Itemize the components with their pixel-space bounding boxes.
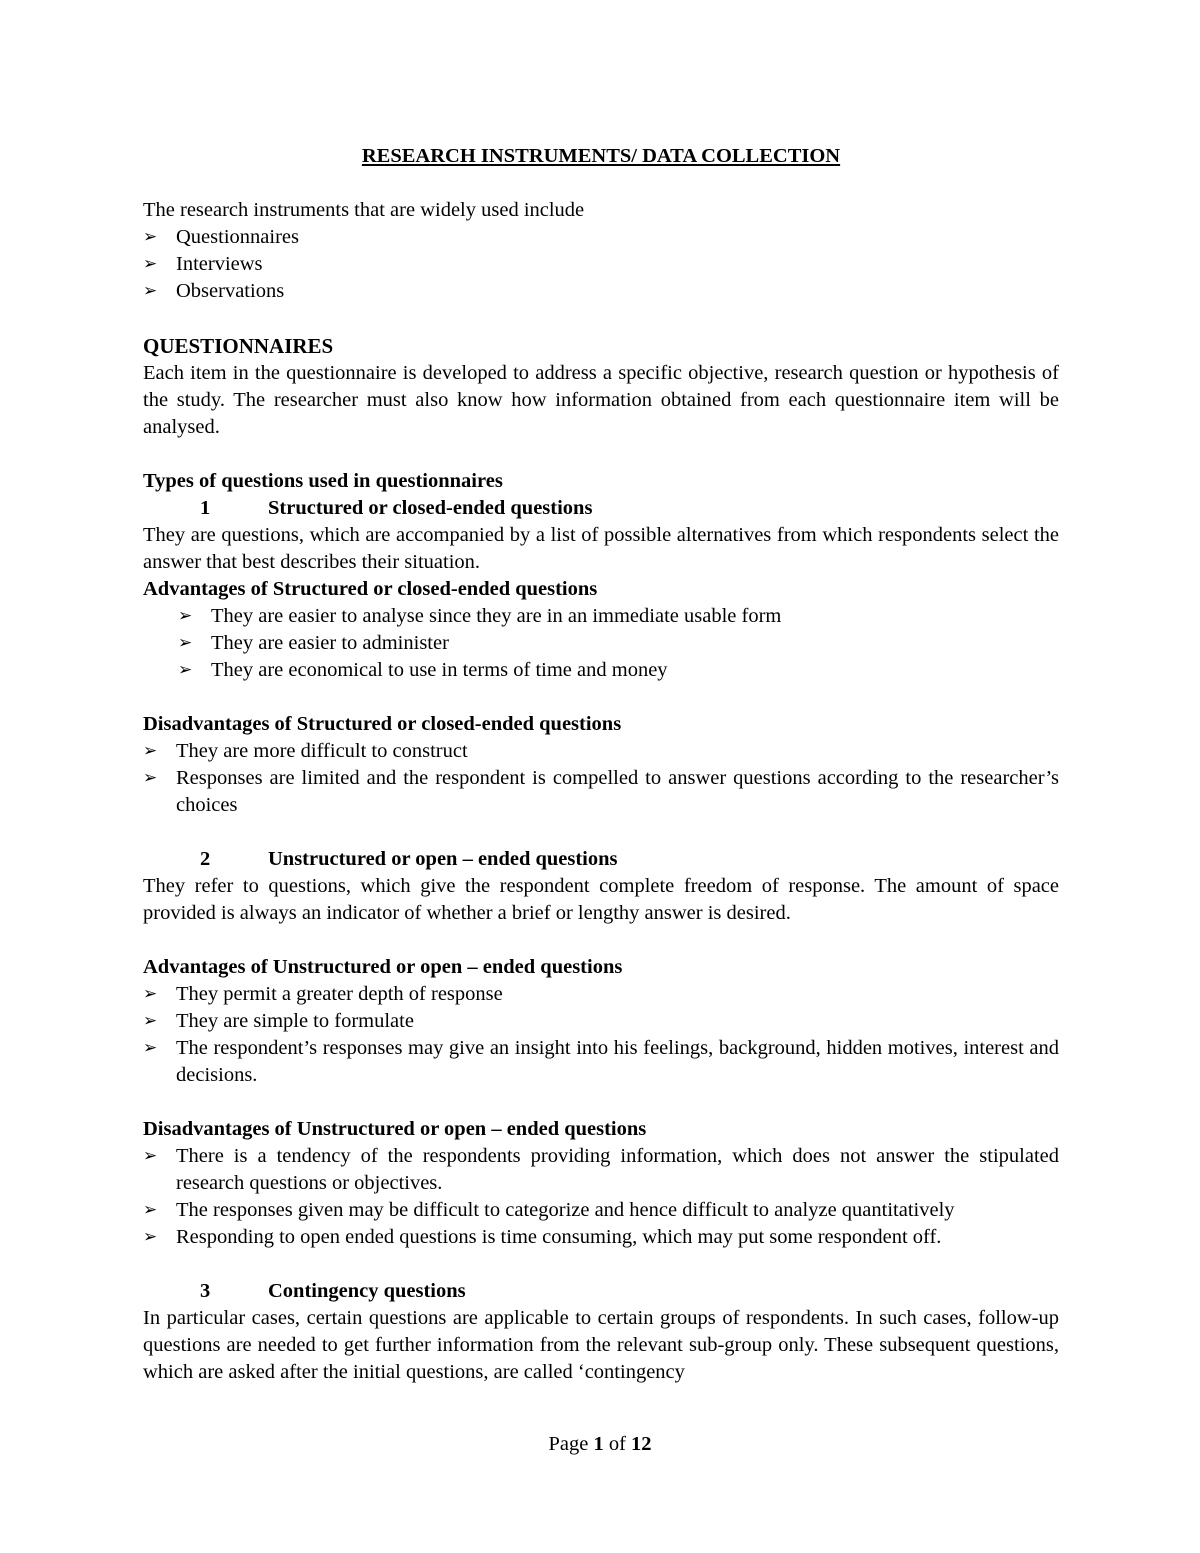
list-item: ➢ The respondent’s responses may give an insight into his feelings, background, hidden motives, interest and decisions. (143, 1037, 1059, 1086)
page-content (143, 143, 1059, 1386)
list-item: ➢ They are economical to use in terms of time and money (143, 657, 1059, 684)
of-label: of (608, 1433, 626, 1455)
unstructured-advantages-list (143, 981, 1059, 1089)
list-item: ➢ They are more difficult to construct (143, 738, 1059, 765)
contingency-paragraph: In particular cases, certain questions are applicable to certain groups of respondents. In such cases, follow-up questions are needed to get further information from the relevant sub-group only. These subsequent questions, which are asked after the initial questions, are called ‘contingency (143, 1307, 1059, 1383)
structured-advantages-heading: Advantages of Structured or closed-ended questions (143, 578, 598, 600)
list-item: ➢ They permit a greater depth of response (143, 981, 1059, 1008)
unstructured-advantages-heading: Advantages of Unstructured or open – ended questions (143, 956, 623, 978)
structured-advantages-list (143, 603, 1059, 684)
structured-disadvantages-heading: Disadvantages of Structured or closed-ended questions (143, 713, 622, 735)
arrowhead-bullet-icon: ➢ (143, 1200, 158, 1220)
list-item: ➢ Responses are limited and the respondent is compelled to answer questions according to the researcher’s choices (143, 767, 1059, 816)
arrowhead-bullet-icon: ➢ (143, 1038, 158, 1058)
total-pages-number: 12 (631, 1433, 652, 1455)
list-item: ➢ They are easier to administer (143, 630, 1059, 657)
list-item: ➢ They are simple to formulate (143, 1008, 1059, 1035)
list-item: ➢ There is a tendency of the respondents providing information, which does not answer the stipulated research questions or objectives. (143, 1145, 1059, 1194)
list-item: ➢ Responding to open ended questions is time consuming, which may put some respondent off. (143, 1224, 1059, 1251)
arrowhead-bullet-icon: ➢ (143, 254, 158, 274)
unstructured-heading: 2 Unstructured or open – ended questions (143, 846, 1059, 873)
arrowhead-bullet-icon: ➢ (143, 227, 158, 247)
instrument-list (143, 224, 1059, 305)
structured-paragraph: They are questions, which are accompanied by a list of possible alternatives from which respondents select the answer that best describes their situation. (143, 524, 1059, 573)
questionnaires-paragraph: Each item in the questionnaire is developed to address a specific objective, research question or hypothesis of the study. The researcher must also know how information obtained from each questionnaire item will be analysed. (143, 362, 1059, 438)
arrowhead-bullet-icon: ➢ (143, 768, 158, 788)
list-item: ➢ Interviews (143, 251, 1059, 278)
list-item: ➢ Questionnaires (143, 224, 1059, 251)
arrowhead-bullet-icon: ➢ (178, 633, 193, 653)
contingency-heading: 3 Contingency questions (143, 1278, 1059, 1305)
intro-text: The research instruments that are widely used include (143, 199, 585, 221)
current-page-number: 1 (593, 1433, 604, 1455)
page-footer (0, 1431, 1200, 1458)
arrowhead-bullet-icon: ➢ (143, 741, 158, 761)
arrowhead-bullet-icon: ➢ (143, 281, 158, 301)
structured-disadvantages-list (143, 738, 1059, 819)
unstructured-paragraph: They refer to questions, which give the respondent complete freedom of response. The amount of space provided is always an indicator of whether a brief or lengthy answer is desired. (143, 875, 1059, 924)
arrowhead-bullet-icon: ➢ (178, 606, 193, 626)
types-heading: Types of questions used in questionnaires (143, 470, 503, 492)
structured-heading: 1 Structured or closed-ended questions (143, 495, 1059, 522)
list-item: ➢ They are easier to analyse since they are in an immediate usable form (143, 603, 1059, 630)
arrowhead-bullet-icon: ➢ (143, 1146, 158, 1166)
unstructured-number: 2 (200, 848, 211, 870)
arrowhead-bullet-icon: ➢ (143, 1011, 158, 1031)
section-heading-questionnaires: QUESTIONNAIRES (143, 334, 334, 358)
list-item: ➢ The responses given may be difficult to categorize and hence difficult to analyze quantitatively (143, 1197, 1059, 1224)
unstructured-disadvantages-list (143, 1143, 1059, 1251)
page-label: Page (548, 1433, 589, 1455)
arrowhead-bullet-icon: ➢ (143, 984, 158, 1004)
arrowhead-bullet-icon: ➢ (178, 660, 193, 680)
list-item: ➢ Observations (143, 278, 1059, 305)
unstructured-disadvantages-heading: Disadvantages of Unstructured or open – ended questions (143, 1118, 647, 1140)
contingency-number: 3 (200, 1280, 211, 1302)
arrowhead-bullet-icon: ➢ (143, 1227, 158, 1247)
document-title: RESEARCH INSTRUMENTS/ DATA COLLECTION (361, 145, 841, 167)
structured-number: 1 (200, 497, 211, 519)
